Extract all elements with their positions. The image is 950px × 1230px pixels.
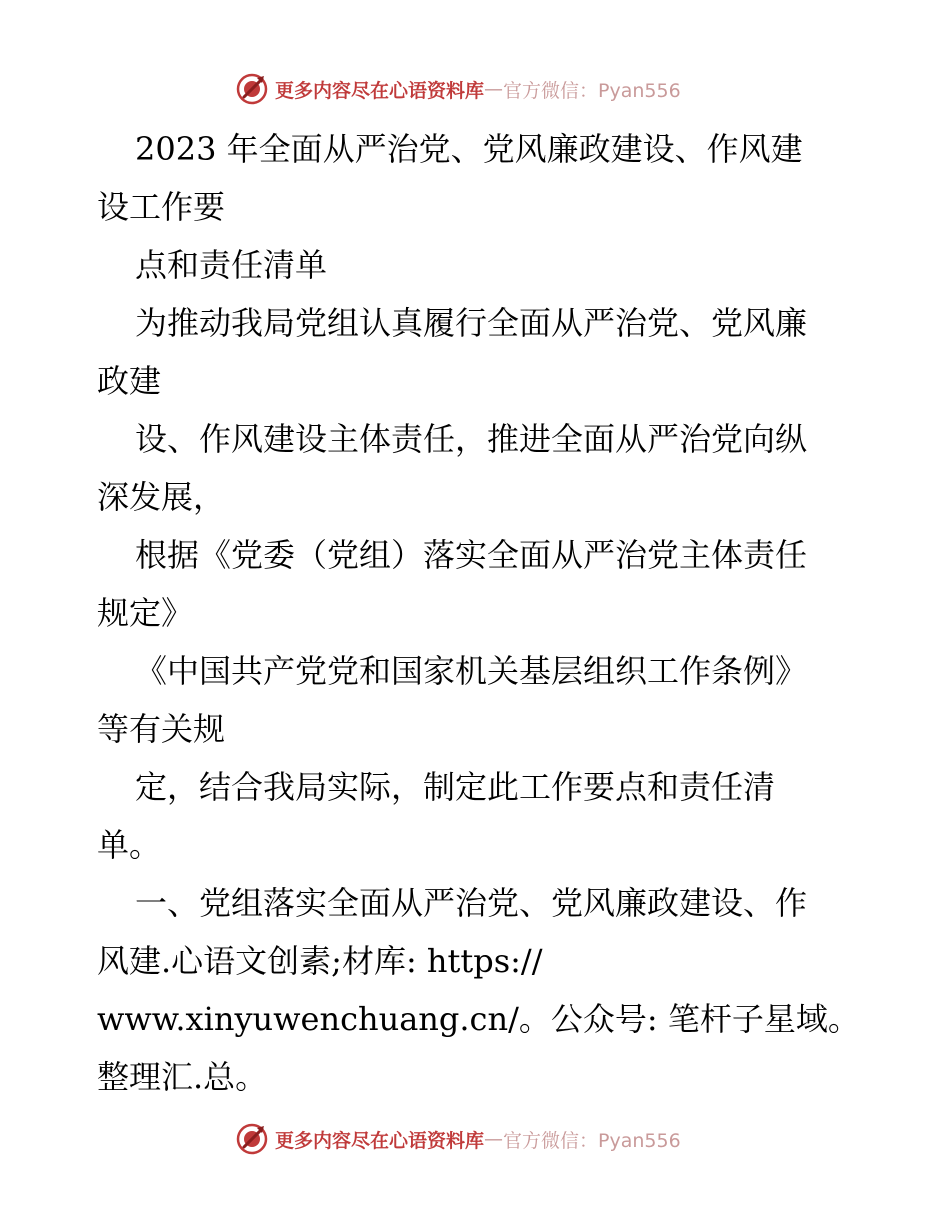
text-line: 《中国共产党党和国家机关基层组织工作条例》 xyxy=(135,652,808,690)
text-line: 设、作风建设主体责任，推进全面从严治党向纵 xyxy=(135,420,808,458)
text-line: 根据《党委（党组）落实全面从严治党主体责任 xyxy=(135,536,808,574)
text-line: 规定》 xyxy=(97,594,194,632)
banner-dash: — xyxy=(484,78,504,100)
banner-wechat-text: 官方微信：Pyan556 xyxy=(503,79,681,102)
banner-brand-text: 更多内容尽在心语资料库 xyxy=(275,79,485,102)
banner-wechat-text: 官方微信：Pyan556 xyxy=(503,1129,681,1152)
brand-logo-icon xyxy=(235,72,269,106)
text-line: 单。 xyxy=(97,826,162,864)
text-line: 点和责任清单 xyxy=(135,246,328,284)
brand-logo-icon xyxy=(235,1122,269,1156)
text-line: 政建 xyxy=(97,362,162,400)
text-line: 定，结合我局实际，制定此工作要点和责任清 xyxy=(135,768,776,806)
footer-watermark-banner xyxy=(235,1122,681,1156)
text-line: www.xinyuwenchuang.cn/。公众号: 笔杆子星域。 xyxy=(97,1000,860,1038)
text-line: 设工作要 xyxy=(97,188,226,226)
text-line: 风建.心语文创素;材库: https:// xyxy=(97,942,543,980)
document-body xyxy=(97,120,860,1106)
text-line: 为推动我局党组认真履行全面从严治党、党风廉 xyxy=(135,304,808,342)
banner-brand-text: 更多内容尽在心语资料库 xyxy=(275,1129,485,1152)
text-line: 2023 年全面从严治党、党风廉政建设、作风建 xyxy=(135,130,803,168)
text-line: 一、党组落实全面从严治党、党风廉政建设、作 xyxy=(135,884,808,922)
banner-dash: — xyxy=(484,1128,504,1150)
text-line: 整理汇.总。 xyxy=(97,1058,268,1096)
text-line: 深发展， xyxy=(97,478,226,516)
header-watermark-banner xyxy=(235,72,681,106)
text-line: 等有关规 xyxy=(97,710,226,748)
